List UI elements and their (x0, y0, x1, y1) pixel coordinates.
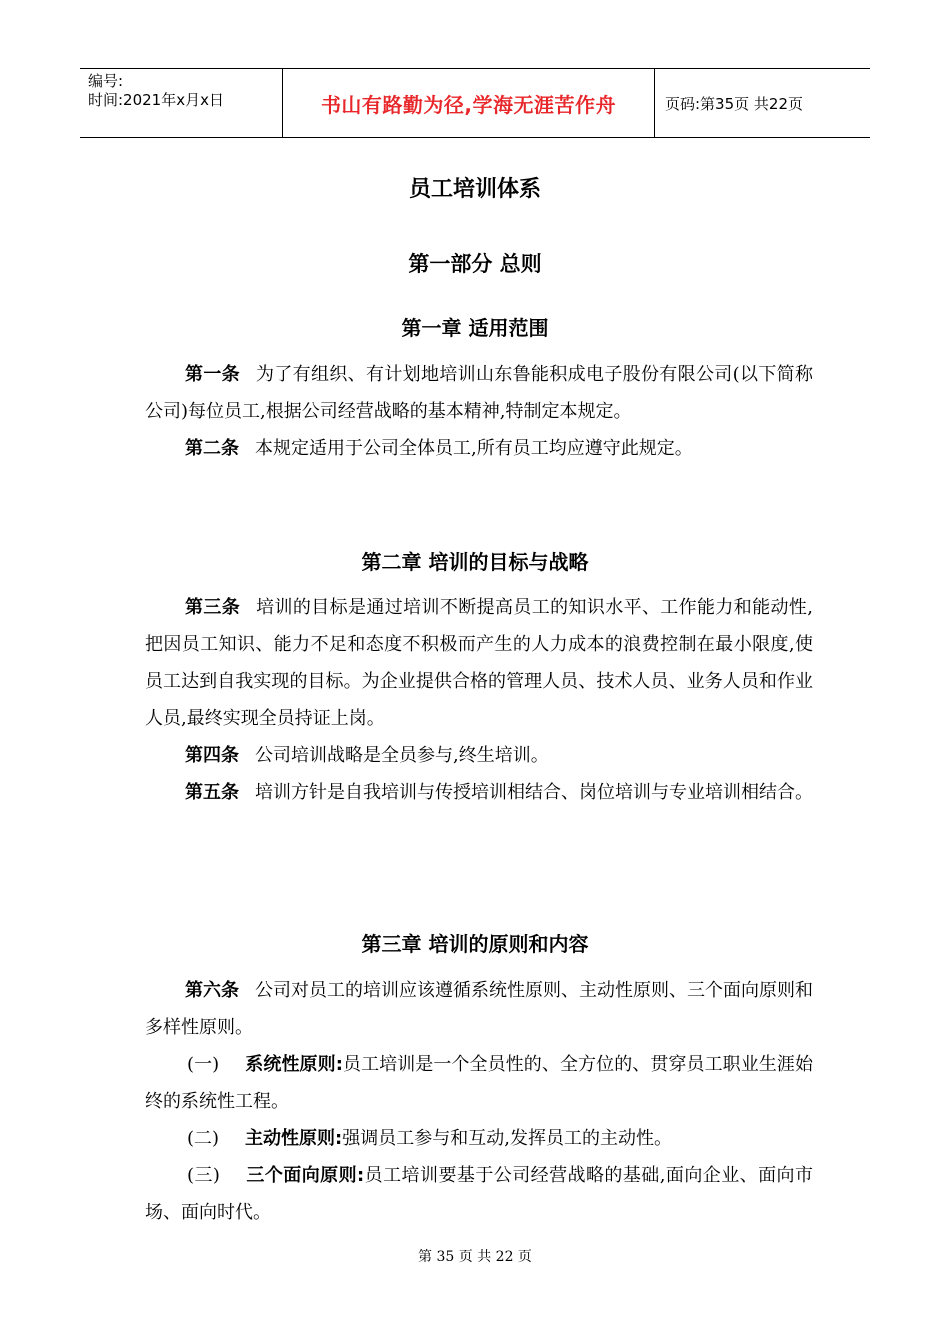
item-text: 强调员工参与和互动,发挥员工的主动性。 (342, 1128, 672, 1149)
article-6 (145, 972, 813, 1046)
article-text: 公司培训战略是全员参与,终生培训。 (255, 745, 549, 766)
article-4 (145, 737, 813, 774)
header-table (80, 68, 870, 138)
chapter-2-title: 第二章 培训的目标与战略 (361, 550, 589, 574)
article-5 (145, 774, 813, 811)
part-title: 第一部分 总则 (408, 252, 542, 276)
item-number: (三) (187, 1165, 220, 1186)
page-footer: 第 35 页 共 22 页 (418, 1249, 532, 1265)
article-text: 为了有组织、有计划地培训山东鲁能积成电子股份有限公司(以下简称公司)每位员工,根据公司经营战略的基本精神,特制定本规定。 (145, 364, 813, 422)
article-label: 第六条 (185, 980, 239, 1001)
principle-item-3 (145, 1157, 813, 1231)
article-text: 本规定适用于公司全体员工,所有员工均应遵守此规定。 (255, 438, 693, 459)
principle-item-1 (145, 1046, 813, 1120)
chapter-1-title: 第一章 适用范围 (401, 316, 549, 340)
article-label: 第五条 (185, 782, 239, 803)
number-label: 编号: (88, 72, 124, 90)
article-label: 第一条 (185, 364, 240, 385)
article-2 (145, 430, 813, 467)
item-number: (一) (187, 1054, 220, 1075)
article-1 (145, 356, 813, 430)
page-label: 页码:第35页 共22页 (665, 94, 803, 113)
item-label: 三个面向原则: (245, 1165, 365, 1186)
article-text: 公司对员工的培训应该遵循系统性原则、主动性原则、三个面向原则和多样性原则。 (145, 980, 813, 1038)
date-label: 时间:2021年x月x日 (88, 91, 224, 109)
header-motto-cell (282, 69, 655, 137)
article-label: 第四条 (185, 745, 239, 766)
item-text: 员工培训是一个全员性的、全方位的、贯穿员工职业生涯始终的系统性工程。 (145, 1054, 814, 1112)
document-title: 员工培训体系 (408, 177, 541, 202)
article-3 (145, 589, 813, 737)
article-text: 培训的目标是通过培训不断提高员工的知识水平、工作能力和能动性,把因员工知识、能力不足和态度不积极而产生的人力成本的浪费控制在最小限度,使员工达到自我实现的目标。为企业提供合格的管理人员、技术人员、业务人员和作业人员,最终实现全员持证上岗。 (145, 597, 814, 729)
motto: 书山有路勤为径,学海无涯苦作舟 (320, 92, 617, 117)
article-label: 第二条 (185, 438, 239, 459)
chapter-3-title: 第三章 培训的原则和内容 (361, 932, 589, 956)
article-label: 第三条 (185, 597, 241, 618)
article-text: 培训方针是自我培训与传授培训相结合、岗位培训与专业培训相结合。 (255, 782, 813, 803)
item-number: (二) (187, 1128, 220, 1149)
header-left-cell (80, 69, 282, 137)
item-label: 主动性原则: (245, 1128, 343, 1149)
item-label: 系统性原则: (245, 1054, 343, 1075)
principle-item-2 (145, 1120, 813, 1157)
header-page-cell (655, 69, 870, 137)
item-text: 员工培训要基于公司经营战略的基础,面向企业、面向市场、面向时代。 (145, 1165, 813, 1223)
